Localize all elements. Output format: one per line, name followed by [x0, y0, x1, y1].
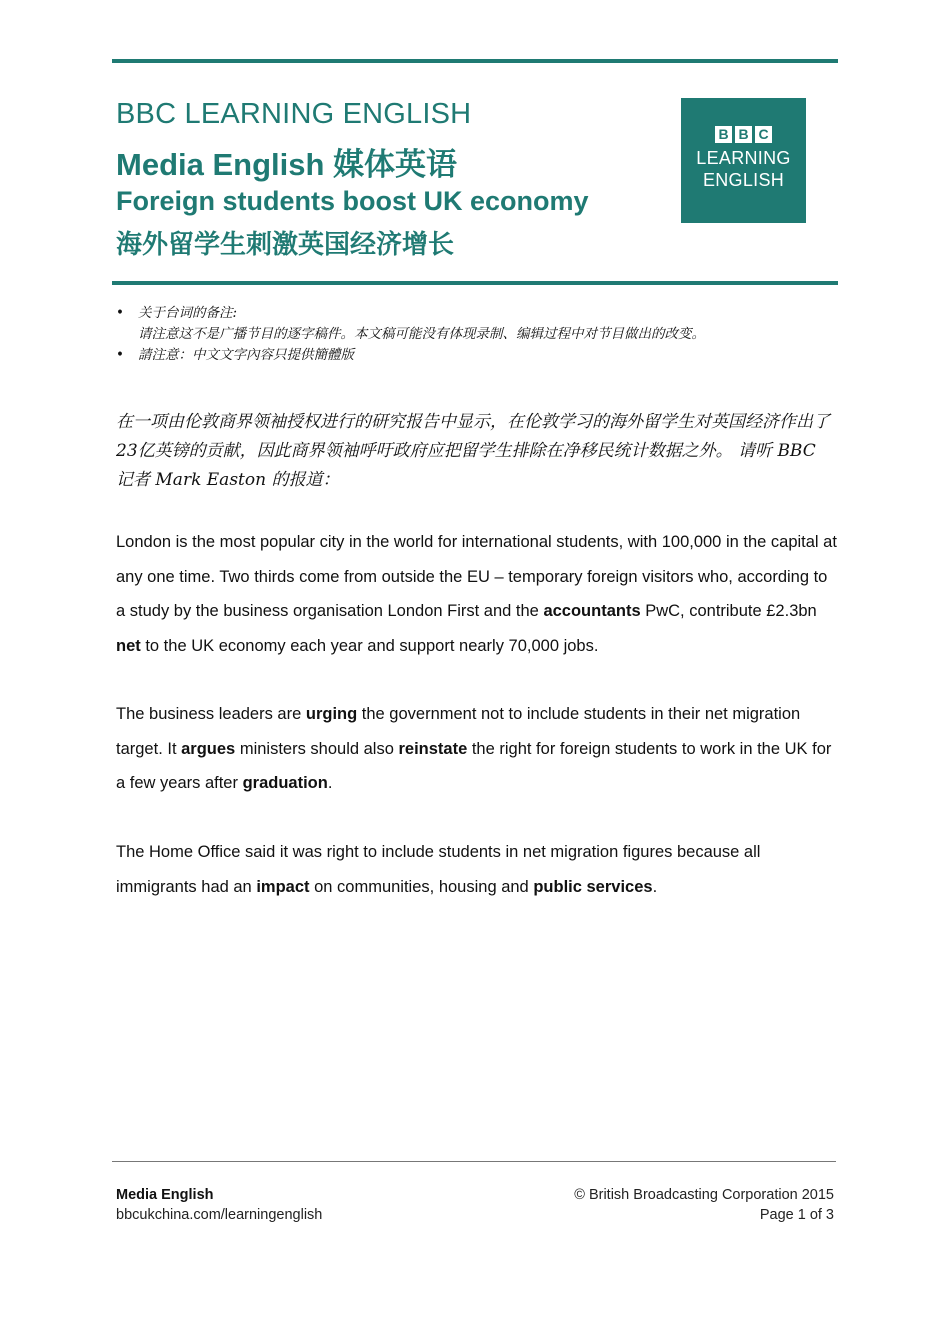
header-bottom-rule — [112, 281, 838, 285]
logo-block-c: C — [755, 126, 772, 143]
vocab-public-services: public services — [533, 877, 653, 896]
brand-title: BBC LEARNING ENGLISH — [116, 98, 472, 130]
vocab-net: net — [116, 636, 141, 655]
logo-line-learning: LEARNING — [696, 148, 791, 168]
text-run: the right for foreign students to work in the UK for a few years after — [116, 739, 832, 792]
logo-block-b2: B — [735, 126, 752, 143]
note-text: 请注意这不是广播节目的逐字稿件。本文稿可能没有体现录制、编辑过程中对节目做出的改变。 — [138, 326, 705, 342]
footer-copyright: © British Broadcasting Corporation 2015 — [574, 1187, 834, 1203]
vocab-argues: argues — [181, 739, 236, 758]
footer-page-number: Page 1 of 3 — [759, 1207, 834, 1223]
body-paragraph-3 — [116, 835, 840, 904]
vocab-accountants: accountants — [543, 602, 641, 620]
headline-zh: 海外留学生刺激英国经济增长 — [116, 229, 455, 259]
series-title — [116, 139, 457, 184]
logo-line-english: ENGLISH — [702, 170, 785, 190]
vocab-urging: urging — [305, 705, 358, 723]
footer-left — [116, 1185, 322, 1225]
text-run: PwC, contribute £2.3bn — [640, 602, 817, 620]
text-run: on communities, housing and — [309, 877, 534, 896]
footer-rule — [112, 1161, 836, 1162]
series-title-zh: 媒体英语 — [333, 147, 458, 182]
vocab-graduation: graduation — [242, 774, 328, 792]
text-run: ministers should also — [235, 739, 399, 758]
footer-website-link[interactable]: bbcukchina.com/learningenglish — [116, 1207, 323, 1223]
body-paragraph-1 — [116, 525, 840, 663]
series-title-en: Media English — [116, 147, 325, 182]
note-title: 关于台词的备注: — [138, 305, 238, 321]
bbc-blocks — [681, 126, 806, 143]
text-run: . — [652, 877, 658, 896]
footer-right — [574, 1185, 834, 1225]
header-top-rule — [112, 59, 838, 63]
text-run: the government not to include students in their net migration target. It — [116, 705, 801, 758]
text-run: London is the most popular city in the world for international students, with 100,000 in the capital at any one time. Two thirds come from outside the EU – temporary foreign visitors who, according to a study by the business organisation London First and the — [116, 533, 837, 620]
logo-block-b1: B — [715, 126, 732, 143]
note-item — [116, 345, 836, 366]
intro-paragraph-zh: 在一项由伦敦商界领袖授权进行的研究报告中显示，在伦敦学习的海外留学生对英国经济作出了23亿英镑的贡献，因此商界领袖呼吁政府应把留学生排除在净移民统计数据之外。 请听 BBC 记者 Mark Easton 的报道： — [116, 412, 830, 490]
footer-series: Media English — [116, 1187, 214, 1203]
note-item — [116, 303, 836, 345]
transcript-notes — [116, 303, 836, 366]
note-text: 請注意：中文文字內容只提供簡體版 — [138, 347, 354, 363]
body-paragraph-2 — [116, 697, 840, 801]
bullet-icon: • — [116, 305, 124, 321]
vocab-reinstate: reinstate — [398, 739, 468, 758]
vocab-impact: impact — [256, 877, 310, 896]
headline-en: Foreign students boost UK economy — [116, 186, 589, 216]
text-run: . — [327, 774, 333, 792]
text-run: The Home Office said it was right to include students in net migration figures because all immigrants had an — [116, 843, 761, 896]
text-run: to the UK economy each year and support nearly 70,000 jobs. — [140, 636, 599, 655]
bbc-learning-english-logo — [681, 98, 806, 223]
text-run: The business leaders are — [116, 705, 306, 723]
bullet-icon: • — [116, 347, 124, 363]
